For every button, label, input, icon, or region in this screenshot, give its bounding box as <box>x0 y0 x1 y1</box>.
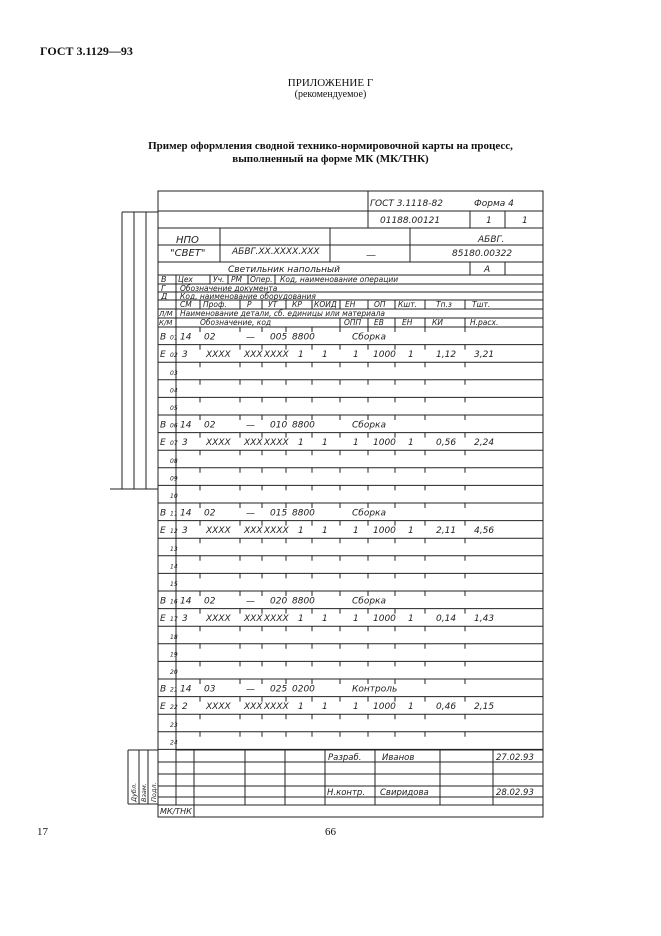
cell-prof: ХХХХ <box>206 526 231 537</box>
cell-workplace: — <box>246 596 255 607</box>
cell-operation: 010 <box>270 420 288 431</box>
row-code: В <box>160 332 167 343</box>
row-number: 20 <box>170 669 178 676</box>
row-code: Е <box>160 526 166 537</box>
sheet-number: 1 <box>486 216 492 226</box>
row-code: В <box>160 420 167 431</box>
cell-tsht: 2,15 <box>474 702 495 713</box>
cell-op: 1000 <box>373 438 396 449</box>
designation-3: 85180.00322 <box>452 249 513 259</box>
cell-tpz: 0,46 <box>436 702 457 713</box>
row-number: 01 <box>170 334 178 342</box>
hdr-km-code: Обозначение, код <box>200 318 272 327</box>
form-label: МК/ТНК <box>160 807 192 816</box>
code-km: К/М <box>159 319 173 327</box>
side-label-podl: Подл. <box>150 782 158 802</box>
rows-layer <box>160 333 494 747</box>
cell-koid: 1 <box>322 438 328 449</box>
row-number: 07 <box>170 440 178 448</box>
cell-sm: 3 <box>182 614 188 625</box>
cell-ksht: 1 <box>408 614 414 625</box>
cell-en: 1 <box>353 702 359 713</box>
cell-op: 1000 <box>373 614 396 625</box>
designation-dash: — <box>366 250 376 261</box>
hdr-workplace: РМ <box>231 275 242 284</box>
code-v: В <box>161 275 167 284</box>
letter: А <box>484 265 491 275</box>
cell-koid: 1 <box>322 702 328 713</box>
cell-op: 1000 <box>373 526 396 537</box>
cell-op-code: 8800 <box>292 508 315 519</box>
cell-prof: ХХХХ <box>206 438 231 449</box>
row-number: 16 <box>170 598 178 606</box>
cell-tsht: 4,56 <box>474 526 495 537</box>
hdr-equipment: Код, наименование оборудования <box>180 292 316 301</box>
cell-tpz: 1,12 <box>436 350 457 361</box>
sign-developed-name: Иванов <box>382 753 415 763</box>
cell-tpz: 0,14 <box>436 614 457 625</box>
cell-ut: ХХХХ <box>264 614 289 625</box>
cell-r: ХХХ <box>244 350 263 361</box>
cell-ut: ХХХХ <box>264 350 289 361</box>
hdr-section: Уч. <box>213 275 225 284</box>
code-lm: Л/М <box>159 310 173 318</box>
appendix-subtitle: (рекомендуемое) <box>294 89 367 100</box>
row-number: 03 <box>170 369 178 377</box>
cell-op-name: Сборка <box>352 508 387 519</box>
cell-ut: ХХХХ <box>264 526 289 537</box>
hdr-e-ut: УТ <box>268 300 278 309</box>
row-code: Е <box>160 438 166 449</box>
cell-ksht: 1 <box>408 350 414 361</box>
cell-shop: 14 <box>180 420 192 431</box>
row-number: 02 <box>170 352 178 360</box>
cell-r: ХХХ <box>244 438 263 449</box>
row-number: 14 <box>170 563 178 571</box>
cell-kr: 1 <box>298 702 304 713</box>
row-number: 22 <box>170 704 178 712</box>
row-number: 11 <box>170 510 178 518</box>
page-number: 66 <box>325 826 336 838</box>
row-number: 23 <box>170 721 178 729</box>
cell-koid: 1 <box>322 350 328 361</box>
cell-en: 1 <box>353 526 359 537</box>
row-number: 18 <box>170 633 178 641</box>
appendix-title: ПРИЛОЖЕНИЕ Г <box>287 77 374 89</box>
hdr-e-ksht: Кшт. <box>398 300 417 309</box>
cell-sm: 3 <box>182 350 188 361</box>
hdr-e-en: ЕН <box>345 300 356 309</box>
row-number: 12 <box>170 528 178 536</box>
hdr-km-ki: КИ <box>432 318 443 327</box>
row-number: 10 <box>170 493 178 500</box>
cell-op-code: 0200 <box>292 684 315 695</box>
cell-sm: 2 <box>182 702 188 713</box>
cell-operation: 015 <box>270 508 288 519</box>
cell-shop: 14 <box>180 684 192 695</box>
standard-header: ГОСТ 3.1129—93 <box>40 44 133 58</box>
cell-ksht: 1 <box>408 702 414 713</box>
hdr-e-op: ОП <box>374 300 386 309</box>
cell-section: 02 <box>204 332 216 343</box>
cell-op-code: 8800 <box>292 420 315 431</box>
cell-operation: 025 <box>270 684 288 695</box>
cell-ut: ХХХХ <box>264 438 289 449</box>
cell-workplace: — <box>246 420 255 431</box>
row-code: В <box>160 684 167 695</box>
row-number: 15 <box>170 581 178 588</box>
code-d: Д <box>161 292 168 301</box>
cell-sm: 3 <box>182 438 188 449</box>
hdr-e-tpz: Тп.з <box>436 300 452 309</box>
hdr-km-ev: ЕВ <box>374 318 384 327</box>
hdr-op-name: Код, наименование операции <box>280 275 399 284</box>
cell-tsht: 3,21 <box>474 350 495 361</box>
sign-control-name: Свиридова <box>380 788 429 798</box>
cell-op-code: 8800 <box>292 596 315 607</box>
cell-tsht: 2,24 <box>474 438 495 449</box>
side-label-vzam: Взам. <box>140 783 148 802</box>
cell-kr: 1 <box>298 438 304 449</box>
cell-op-name: Контроль <box>352 684 398 695</box>
cell-ksht: 1 <box>408 526 414 537</box>
cell-r: ХХХ <box>244 702 263 713</box>
row-number: 05 <box>170 405 178 412</box>
sheets-total: 1 <box>522 216 528 226</box>
row-number: 06 <box>170 422 178 430</box>
cell-tpz: 0,56 <box>436 438 457 449</box>
cell-workplace: — <box>246 332 255 343</box>
cell-en: 1 <box>353 614 359 625</box>
cell-workplace: — <box>246 508 255 519</box>
hdr-e-koid: КОИД <box>314 300 337 309</box>
designation-2: АБВГ. <box>478 235 505 245</box>
cell-kr: 1 <box>298 614 304 625</box>
cell-section: 02 <box>204 596 216 607</box>
cell-section: 03 <box>204 684 216 695</box>
hdr-e-kr: КР <box>292 300 302 309</box>
cell-op-name: Сборка <box>352 596 387 607</box>
row-code: Е <box>160 614 166 625</box>
hdr-km-en: ЕН <box>402 318 413 327</box>
cell-r: ХХХ <box>244 526 263 537</box>
caption-line-1: Пример оформления сводной технико-нормировочной карты на процесс, <box>148 140 513 152</box>
cell-prof: ХХХХ <box>206 702 231 713</box>
row-number: 04 <box>170 387 178 395</box>
cell-ut: ХХХХ <box>264 702 289 713</box>
hdr-e-tsht: Тшт. <box>472 300 491 309</box>
cell-shop: 14 <box>180 596 192 607</box>
cell-op: 1000 <box>373 350 396 361</box>
cell-ksht: 1 <box>408 438 414 449</box>
cell-op-name: Сборка <box>352 332 387 343</box>
footer-left-number: 17 <box>37 826 48 838</box>
sign-control-date: 28.02.93 <box>496 788 534 798</box>
cell-shop: 14 <box>180 332 192 343</box>
cell-koid: 1 <box>322 614 328 625</box>
row-code: Е <box>160 702 166 713</box>
cell-r: ХХХ <box>244 614 263 625</box>
row-code: В <box>160 508 167 519</box>
org-name-2: "СВЕТ" <box>170 248 206 259</box>
org-name: НПО <box>176 235 199 246</box>
cell-tsht: 1,43 <box>474 614 495 625</box>
row-number: 08 <box>170 457 178 465</box>
side-label-dubl: Дубл. <box>130 782 138 802</box>
row-code: Е <box>160 350 166 361</box>
row-number: 24 <box>170 739 178 747</box>
hdr-km-opp: ОПП <box>344 318 362 327</box>
row-number: 13 <box>170 545 178 553</box>
cell-sm: 3 <box>182 526 188 537</box>
cell-section: 02 <box>204 508 216 519</box>
row-code: В <box>160 596 167 607</box>
cell-en: 1 <box>353 350 359 361</box>
cell-op-code: 8800 <box>292 332 315 343</box>
hdr-e-sm: СМ <box>180 300 192 309</box>
hdr-e-r: Р <box>247 300 252 309</box>
cell-op: 1000 <box>373 702 396 713</box>
hdr-shop: Цех <box>178 275 193 284</box>
cell-tpz: 2,11 <box>436 526 457 537</box>
doc-code: 01188.00121 <box>380 216 441 226</box>
row-number: 17 <box>170 616 178 624</box>
hdr-part-name: Наименование детали, сб. единицы или материала <box>180 309 386 318</box>
cell-shop: 14 <box>180 508 192 519</box>
row-number: 09 <box>170 475 178 483</box>
sign-control-label: Н.контр. <box>327 788 366 798</box>
cell-op-name: Сборка <box>352 420 387 431</box>
designation: АБВГ.ХХ.ХХХХ.ХХХ <box>232 247 320 257</box>
hdr-km-nrash: Н.расх. <box>470 318 499 327</box>
cell-kr: 1 <box>298 526 304 537</box>
cell-en: 1 <box>353 438 359 449</box>
code-g: Г <box>161 284 166 293</box>
cell-section: 02 <box>204 420 216 431</box>
row-number: 21 <box>170 686 178 694</box>
cell-operation: 005 <box>270 332 288 343</box>
caption-line-2: выполненный на форме МК (МК/ТНК) <box>232 153 429 165</box>
sign-developed-label: Разраб. <box>328 753 362 763</box>
form-number: Форма 4 <box>474 199 514 209</box>
cell-kr: 1 <box>298 350 304 361</box>
cell-operation: 020 <box>270 596 288 607</box>
sign-developed-date: 27.02.93 <box>496 753 534 763</box>
cell-workplace: — <box>246 684 255 695</box>
hdr-e-prof: Проф. <box>203 300 227 309</box>
cell-prof: ХХХХ <box>206 350 231 361</box>
cell-prof: ХХХХ <box>206 614 231 625</box>
hdr-doc: Обозначение документа <box>180 284 278 293</box>
cell-koid: 1 <box>322 526 328 537</box>
hdr-operation: Опер. <box>250 275 273 284</box>
product-name: Светильник напольный <box>228 265 340 275</box>
gost-label: ГОСТ 3.1118-82 <box>370 199 443 209</box>
row-number: 19 <box>170 651 178 659</box>
